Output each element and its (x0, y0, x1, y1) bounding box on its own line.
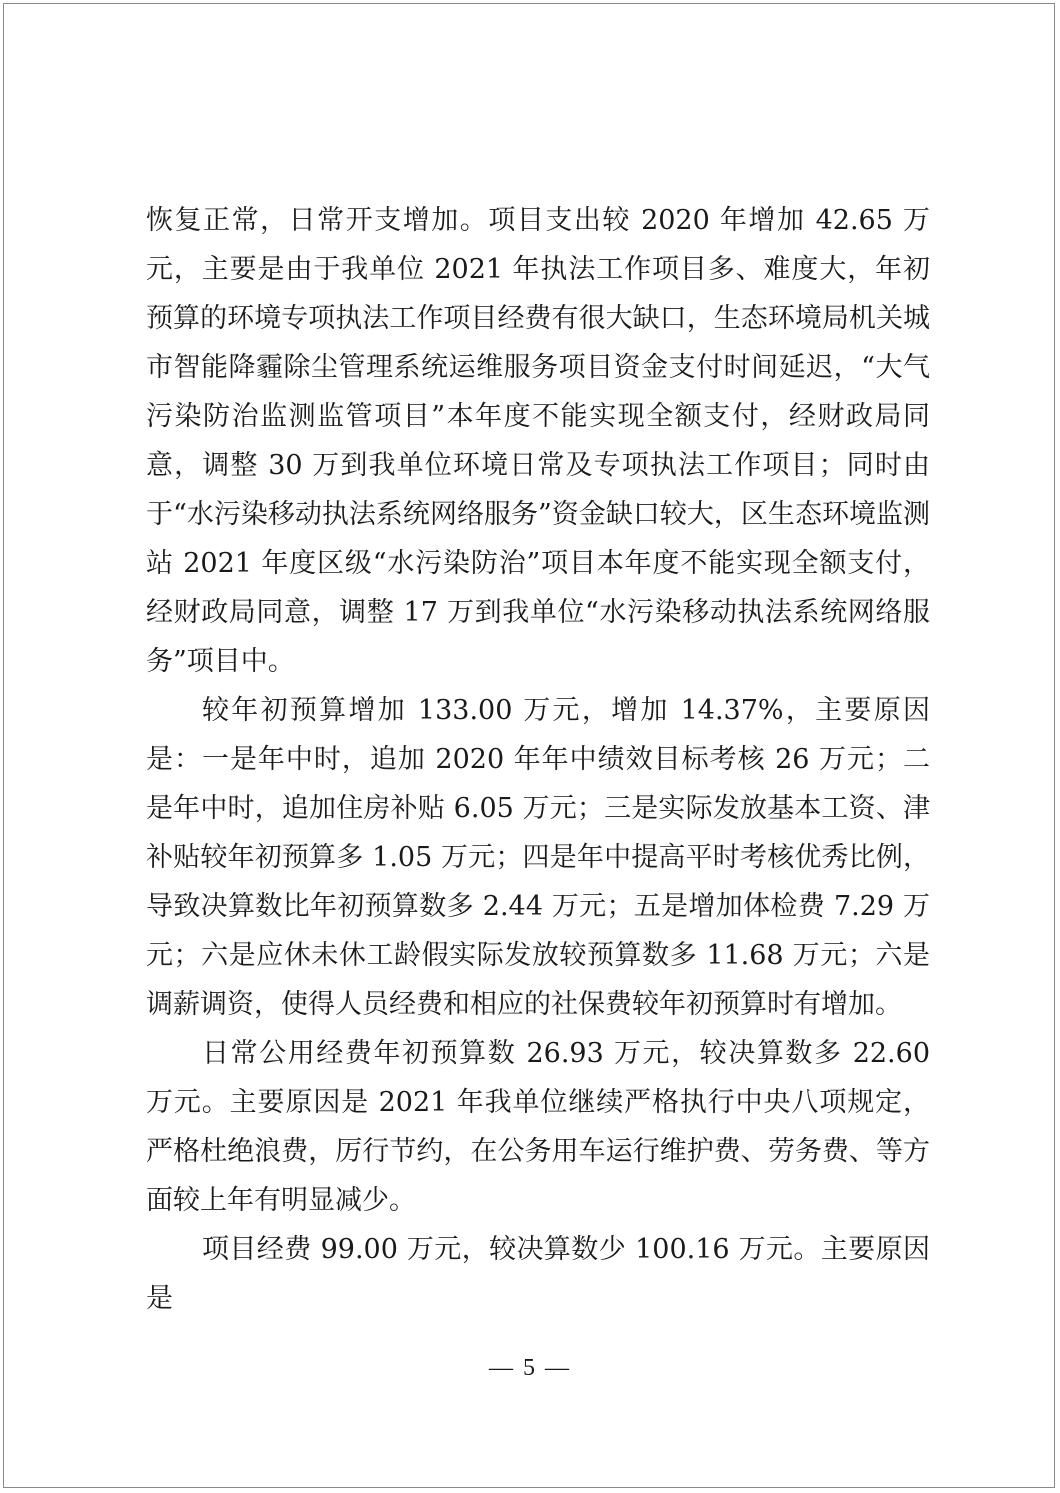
paragraph-4: 项目经费 99.00 万元，较决算数少 100.16 万元。主要原因是 (146, 1234, 930, 1314)
paragraph-2: 较年初预算增加 133.00 万元，增加 14.37%，主要原因是：一是年中时，追加 2020 年年中绩效目标考核 26 万元；二是年中时，追加住房补贴 6.05 万元；三是实际发放基本工资、津补贴较年初预算多 1.05 万元；四是年中提高平时考核优秀比例，导致决算数比年初预算数多 2.44 万元；五是增加体检费 7.29 万元；六是应休未休工龄假实际发放较预算数多 11.68 万元；六是调薪调资，使得人员经费和相应的社保费较年初预算时有增加。 (146, 695, 930, 1020)
paragraph-3: 日常公用经费年初预算数 26.93 万元，较决算数多 22.60 万元。主要原因是 2021 年我单位继续严格执行中央八项规定，严格杜绝浪费，厉行节约，在公务用车运行维护费、劳务费、等方面较上年有明显减少。 (146, 1038, 930, 1216)
paragraph-1: 恢复正常，日常开支增加。项目支出较 2020 年增加 42.65 万元，主要是由于我单位 2021 年执法工作项目多、难度大，年初预算的环境专项执法工作项目经费有很大缺口，生态环境局机关城市智能降霾除尘管理系统运维服务项目资金支付时间延迟，“大气污染防治监测监管项目”本年度不能实现全额支付，经财政局同意，调整 30 万到我单位环境日常及专项执法工作项目；同时由于“水污染移动执法系统网络服务”资金缺口较大，区生态环境监测站 2021 年度区级“水污染防治”项目本年度不能实现全额支付，经财政局同意，调整 17 万到我单位“水污染移动执法系统网络服务”项目中。 (146, 205, 930, 677)
document-body (146, 196, 930, 1323)
page-number: — 5 — (489, 1355, 571, 1381)
document-page (3, 3, 1055, 1488)
